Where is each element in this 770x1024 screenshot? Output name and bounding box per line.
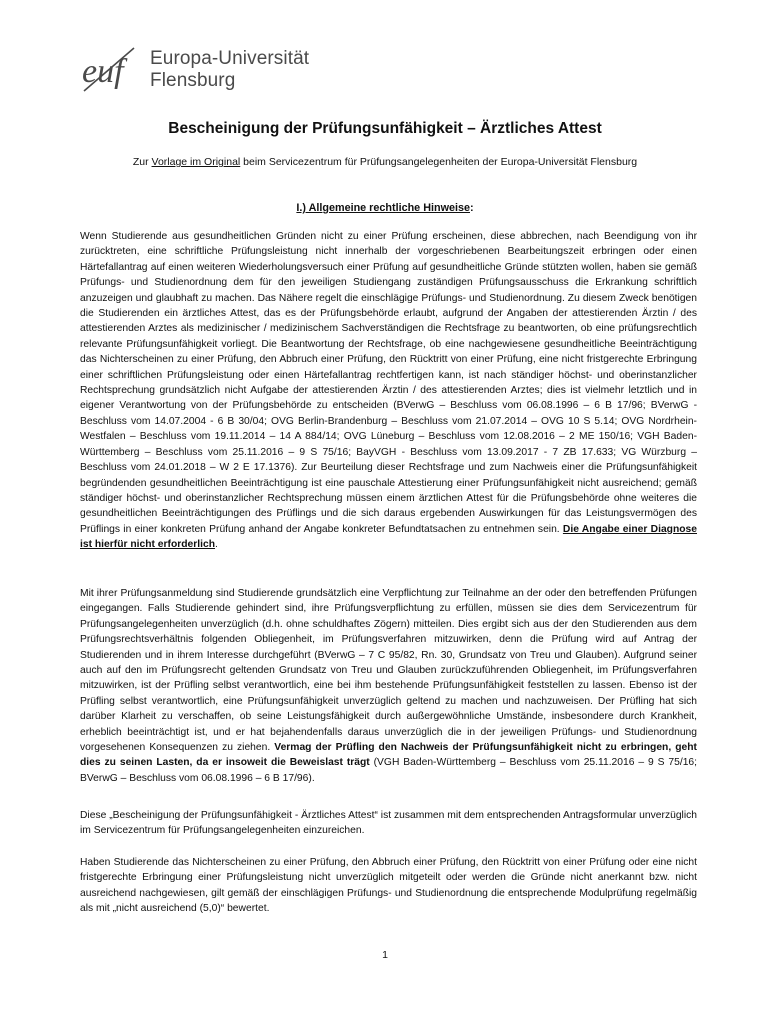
university-logo bbox=[80, 44, 320, 96]
paragraph-2 bbox=[80, 586, 697, 786]
paragraph-2-bold: Vermag der Prüfling den Nachweis der Prüfungsunfähigkeit nicht zu erbringen, geht dies zu seinen Lasten, da er insoweit die Beweislast trägt bbox=[80, 742, 697, 769]
subtitle-post: beim Servicezentrum für Prüfungsangelegenheiten der Europa-Universität Flensburg bbox=[240, 156, 638, 168]
paragraph-3 bbox=[80, 808, 697, 839]
paragraph-4-text: Haben Studierende das Nichterscheinen zu einer Prüfung, den Abbruch einer Prüfung, den Rücktritt von einer Prüfung oder eine nicht fristgerechte Erbringung einer Prüfungsleistung nicht unverzüglich mitgeteilt oder werden die Gründe nicht anerkannt bzw. nicht ausreichend nachgewiesen, gilt gemäß der einschlägigen Prüfungs- und Studienordnung die entsprechende Modulprüfung regelmäßig als mit „nicht ausreichend (5,0)“ bewertet. bbox=[80, 857, 697, 915]
logo-wordmark bbox=[150, 48, 309, 92]
document-subtitle bbox=[0, 156, 770, 168]
paragraph-2-end: (VGH Baden-Württemberg – Beschluss vom 25.11.2016 – 9 S 75/16; BVerwG – Beschluss vom 06.08.1996 – 6 B 17/96). bbox=[80, 757, 698, 784]
logo-line-1: Europa-Universität bbox=[150, 48, 310, 69]
section-heading-text: I.) Allgemeine rechtliche Hinweise bbox=[296, 202, 470, 214]
section-heading-suffix: : bbox=[470, 202, 474, 214]
paragraph-3-text: Diese „Bescheinigung der Prüfungsunfähigkeit - Ärztliches Attest“ ist zusammen mit dem entsprechenden Antragsformular unverzüglich im Servicezentrum für Prüfungsangelegenheiten einzureichen. bbox=[80, 810, 697, 837]
paragraph-1-text: Wenn Studierende aus gesundheitlichen Gründen nicht zu einer Prüfung erscheinen, diese abbrechen, nach Beendigung von ihr zurücktreten, eine schriftliche Prüfungsleistung nicht innerhalb der vorgeschriebenen Bearbeitungszeit erbringen oder einen Härtefallantrag auf einen weiteren Wiederholungsversuch einer Prüfung auf gesundheitliche Gründe stützten wollen, haben sie gemäß Prüfungs- und Studienordnung dem für den jeweiligen Studiengang zuständigen Prüfungsausschuss die Erkrankung schriftlich anzuzeigen und glaubhaft zu machen. Das Nähere regelt die einschlägige Prüfungs- und Studienordnung. Zu diesem Zweck benötigen die Studierenden ein ärztliches Attest, das es der Prüfungsbehörde erlaubt, aufgrund der Angaben der attestierenden Ärztin / des attestierenden Arztes als medizinischer / medizinischem Sachverständigen die Rechtsfrage zu beantworten, ob eine prüfungsrechtlich relevante Prüfungsunfähigkeit vorliegt. Die Beantwortung der Rechtsfrage, ob eine nachgewiesene gesundheitliche Beeinträchtigung das Nichterscheinen zu einer Prüfung, den Abbruch einer Prüfung, den Rücktritt von einer Prüfung, eine nicht fristgerechte Erbringung einer schriftlichen Prüfungsleistung oder einen Härtefallantrag rechtfertigen kann, ist nach ständiger höchst- und oberinstanzlicher Rechtsprechung grundsätzlich nicht Aufgabe der attestierenden Ärztin / des attestierenden Arztes; dies ist vielmehr letztlich und in eigener Verantwortung von der Prüfungsbehörde zu entscheiden (BVerwG – Beschluss vom 06.08.1996 – 6 B 17/96; BVerwG - Beschluss vom 14.07.2004 - 6 B 30/04; OVG Berlin-Brandenburg – Beschluss vom 21.07.2014 – OVG 10 S 5.14; OVG Nordrhein-Westfalen – Beschluss vom 19.11.2014 – 14 A 884/14; OVG Lüneburg – Beschluss vom 12.08.2016 – 2 ME 150/16; VGH Baden-Württemberg – Beschluss vom 25.11.2016 – 9 S 75/16; BayVGH - Beschluss vom 13.09.2017 - 7 ZB 17.633; VG Würzburg – Beschluss vom 24.01.2018 – W 2 E 17.1376). Zur Beurteilung dieser Rechtsfrage und zum Nachweis einer die Prüfungsunfähigkeit begründenden gesundheitlichen Beeinträchtigung ist eine pauschale Attestierung einer Prüfungsunfähigkeit nicht ausreichend; gemäß ständiger höchst- und oberinstanzlicher Rechtsprechung müssen einem ärztlichen Attest für die Prüfungsbehörde ohne weiteres die gesundheitlichen Beeinträchtigungen des Prüflings und die sich daraus ergebenden Auswirkungen für das Leistungsvermögen des Prüflings in einer konkreten Prüfung anhand der Angabe konkreter Befundtatsachen zu entnehmen sein. bbox=[80, 231, 697, 535]
logo-line-2: Flensburg bbox=[150, 70, 236, 91]
paragraph-1-end: . bbox=[215, 539, 218, 551]
subtitle-vorlage: Vorlage im Original bbox=[151, 156, 241, 168]
paragraph-1 bbox=[80, 229, 697, 553]
document-title: Bescheinigung der Prüfungsunfähigkeit – Ärztliches Attest bbox=[168, 120, 602, 137]
page-number: 1 bbox=[382, 949, 388, 961]
paragraph-2-text: Mit ihrer Prüfungsanmeldung sind Studierende grundsätzlich eine Verpflichtung zur Teilnahme an der oder den betreffenden Prüfungen eingegangen. Falls Studierende gehindert sind, ihre Prüfungsverpflichtung zu erfüllen, müssen sie dies dem Servicezentrum für Prüfungsangelegenheiten unverzüglich (d.h. ohne schuldhaftes Zögern) mitteilen. Dies ergibt sich aus der den Studierenden aus dem Prüfungsrechtsverhältnis folgenden Obliegenheit, im Prüfungsverfahren mitzuwirken, denn die Prüfung wird auf Antrag der Studierenden und in ihrem Interesse durchgeführt (BVerwG – 7 C 95/82, Rn. 30, Grundsatz von Treu und Glauben). Aufgrund seiner auch auf den im Prüfungsrecht geltenden Grundsatz von Treu und Glauben zurückzuführenden Obliegenheit, im Prüfungsverfahren mitzuwirken, ist der Prüfling selbst verantwortlich, eine bei ihm bestehende Prüfungsunfähigkeit feststellen zu lassen. Ebenso ist der Prüfling selbst verantwortlich, eine Prüfungsunfähigkeit unverzüglich geltend zu machen und nachzuweisen. Der Prüfling hat sich darüber Klarheit zu verschaffen, ob seine Leistungsfähigkeit durch außergewöhnliche Umstände, insbesondere durch Krankheit, erheblich beeinträchtigt ist, und er hat bejahendenfalls daraus unverzüglich die in der jeweiligen Prüfungs- und Studienordnung vorgesehenen Konsequenzen zu ziehen. bbox=[80, 588, 697, 754]
subtitle-pre: Zur bbox=[132, 156, 152, 168]
euf-logo-icon bbox=[80, 44, 138, 96]
svg-text:euf: euf bbox=[82, 53, 124, 90]
paragraph-4 bbox=[80, 855, 697, 917]
section-heading bbox=[0, 202, 770, 214]
paragraph-1-emphasis: Die Angabe einer Diagnose ist hierfür nicht erforderlich bbox=[80, 523, 697, 551]
